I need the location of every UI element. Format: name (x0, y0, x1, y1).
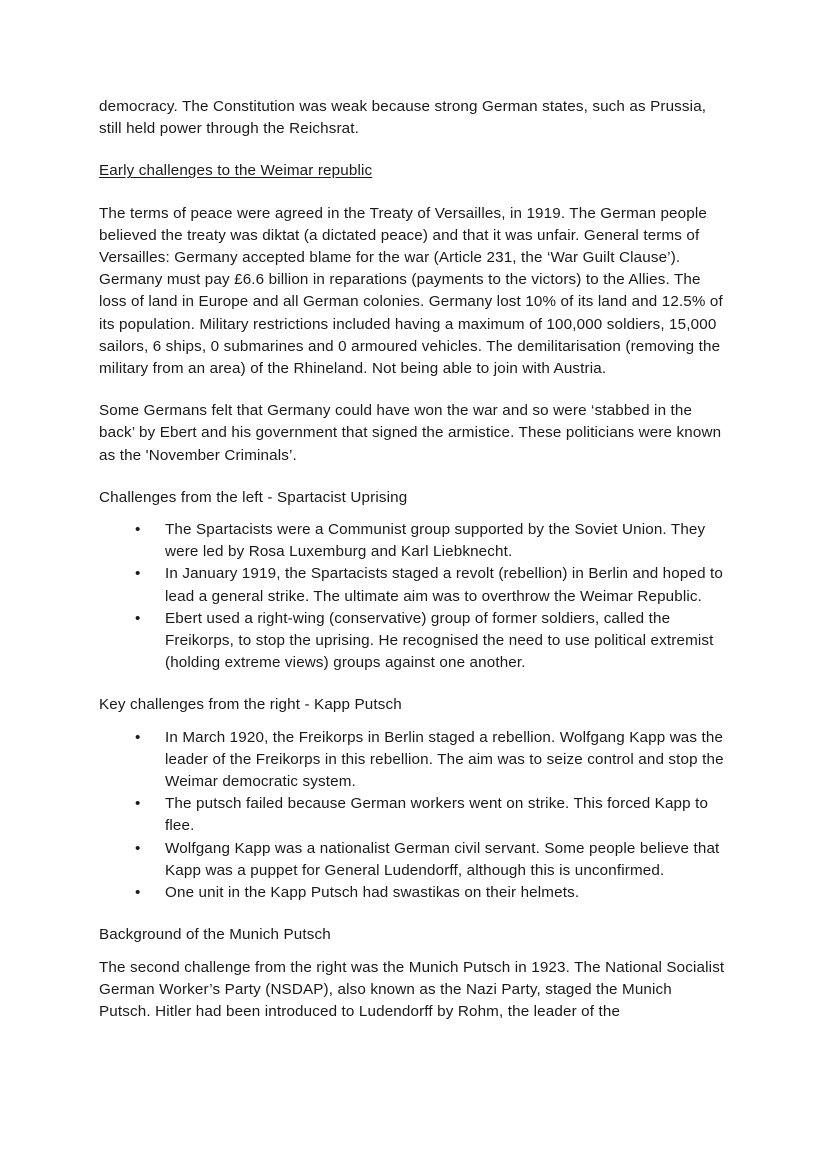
document-body (99, 96, 727, 1043)
list-item: • In January 1919, the Spartacists staged a revolt (rebellion) in Berlin and hoped to lead a general strike. The ultimate aim was to overthrow the Weimar Republic. (150, 563, 727, 607)
list-spartacist-uprising (99, 519, 727, 674)
list-item: • Wolfgang Kapp was a nationalist German civil servant. Some people believe that Kapp was a puppet for General Ludendorff, although this is unconfirmed. (150, 838, 727, 882)
paragraph-versailles-terms: The terms of peace were agreed in the Treaty of Versailles, in 1919. The German people believed the treaty was diktat (a dictated peace) and that it was unfair. General terms of Versailles: Germany accepted blame for the war (Article 231, the ‘War Guilt Clause’). Germany must pay £6.6 billion in reparations (payments to the victors) to the Allies. The loss of land in Europe and all German colonies. Germany lost 10% of its land and 12.5% of its population. Military restrictions included having a maximum of 100,000 soldiers, 15,000 sailors, 6 ships, 0 submarines and 0 armoured vehicles. The demilitarisation (removing the military from an area) of the Rhineland. Not being able to join with Austria. (99, 204, 723, 378)
list-item: • Ebert used a right-wing (conservative) group of former soldiers, called the Freikorps, to stop the uprising. He recognised the need to use political extremist (holding extreme views) groups against one another. (150, 608, 727, 675)
paragraph-continuation: democracy. The Constitution was weak because strong German states, such as Prussia, still held power through the Reichsrat. (99, 98, 707, 138)
list-kapp-putsch (99, 727, 727, 905)
heading-spartacist-uprising: Challenges from the left - Spartacist Uprising (99, 488, 408, 506)
list-item: • The putsch failed because German workers went on strike. This forced Kapp to flee. (150, 793, 727, 837)
heading-kapp-putsch: Key challenges from the right - Kapp Putsch (99, 696, 402, 714)
heading-munich-putsch: Background of the Munich Putsch (99, 926, 331, 944)
heading-early-challenges: Early challenges to the Weimar republic (99, 162, 373, 180)
list-item: • One unit in the Kapp Putsch had swastikas on their helmets. (150, 882, 727, 904)
paragraph-munich-background: The second challenge from the right was the Munich Putsch in 1923. The National Socialist German Worker’s Party (NSDAP), also known as the Nazi Party, staged the Munich Putsch. Hitler had been introduced to Ludendorff by Rohm, the leader of the (99, 958, 725, 1020)
list-item: • The Spartacists were a Communist group supported by the Soviet Union. They were led by Rosa Luxemburg and Karl Liebknecht. (150, 519, 727, 563)
list-item: • In March 1920, the Freikorps in Berlin staged a rebellion. Wolfgang Kapp was the leader of the Freikorps in this rebellion. The aim was to seize control and stop the Weimar democratic system. (150, 727, 727, 794)
paragraph-stab-in-the-back: Some Germans felt that Germany could have won the war and so were ‘stabbed in the back’ by Ebert and his government that signed the armistice. These politicians were known as the 'November Criminals’. (99, 402, 722, 464)
